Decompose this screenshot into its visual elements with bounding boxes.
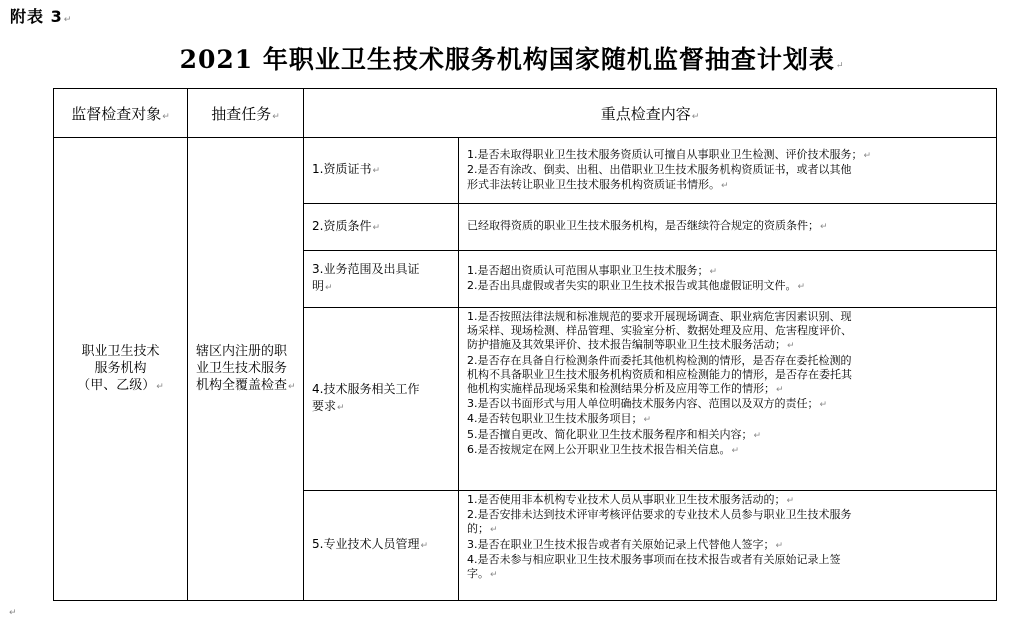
item-cell: 2.资质条件↵ bbox=[304, 204, 459, 251]
header-target: 监督检查对象↵ bbox=[54, 89, 188, 138]
item-cell: 5.专业技术人员管理↵ bbox=[304, 491, 459, 601]
content-cell: 1.是否未取得职业卫生技术服务资质认可擅自从事职业卫生检测、评价技术服务；↵ 2.是否有涂改、倒卖、出租、出借职业卫生技术服务机构资质证书，或者以其他 形式非法转让职业卫生技术服务机构资质证书情形。↵ bbox=[459, 138, 997, 204]
page-title: 2021 年职业卫生技术服务机构国家随机监督抽查计划表↵ bbox=[179, 45, 845, 74]
content-cell: 1.是否使用非本机构专业技术人员从事职业卫生技术服务活动的；↵ 2.是否安排未达到技术评审考核评估要求的专业技术人员参与职业卫生技术服务 的；↵ 3.是否在职业卫生技术报告或者有关原始记录上代替他人签字；↵ 4.是否未参与相应职业卫生技术服务事项而在技术报告或者有关原始记录上签 字。↵ bbox=[459, 491, 997, 601]
header-content: 重点检查内容↵ bbox=[304, 89, 997, 138]
paragraph-mark: ↵ bbox=[9, 608, 17, 618]
annex-label: 附表 3↵ bbox=[10, 7, 73, 26]
inspection-plan-table bbox=[53, 88, 997, 601]
table-header-row bbox=[54, 89, 997, 138]
item-cell: 4.技术服务相关工作 要求↵ bbox=[304, 308, 459, 491]
table-row bbox=[54, 138, 997, 204]
content-cell: 1.是否超出资质认可范围从事职业卫生技术服务；↵ 2.是否出具虚假或者失实的职业卫生技术报告或其他虚假证明文件。↵ bbox=[459, 251, 997, 308]
target-cell: 职业卫生技术 服务机构 （甲、乙级）↵ bbox=[54, 138, 188, 601]
content-cell: 已经取得资质的职业卫生技术服务机构，是否继续符合规定的资质条件；↵ bbox=[459, 204, 997, 251]
task-cell: 辖区内注册的职 业卫生技术服务 机构全覆盖检查↵ bbox=[188, 138, 304, 601]
item-cell: 3.业务范围及出具证 明↵ bbox=[304, 251, 459, 308]
content-cell: 1.是否按照法律法规和标准规范的要求开展现场调查、职业病危害因素识别、现 场采样、现场检测、样品管理、实验室分析、数据处理及应用、危害程度评价、 防护措施及其效果评价、技术报告编制等职业卫生技术服务活动；↵ 2.是否存在具备自行检测条件而委托其他机构检测的情形，是否存在委托检测的 机构不具备职业卫生技术服务机构资质和相应检测能力的情形，是否存在委托其 他机构实施样品现场采集和检测结果分析及应用等工作的情形；↵ 3.是否以书面形式与用人单位明确技术服务内容、范围以及双方的责任；↵ 4.是否转包职业卫生技术服务项目；↵ 5.是否擅自更改、简化职业卫生技术服务程序和相关内容；↵ 6.是否按规定在网上公开职业卫生技术报告相关信息。↵ bbox=[459, 308, 997, 491]
item-cell: 1.资质证书↵ bbox=[304, 138, 459, 204]
header-task: 抽查任务↵ bbox=[188, 89, 304, 138]
